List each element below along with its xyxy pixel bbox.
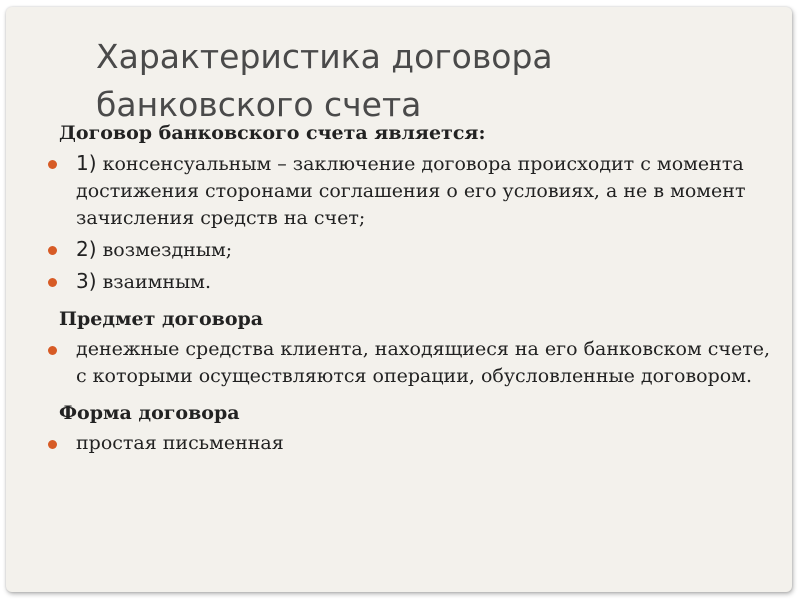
item-text: денежные средства клиента, находящиеся на его банковском счете, с которыми осуществляются операции, обусловленные договором. [76, 338, 771, 387]
bullet-icon [48, 440, 57, 449]
item-number: 1) [76, 151, 97, 175]
section-heading: Договор банковского счета является: [59, 122, 486, 144]
list-item [46, 236, 776, 264]
list-item [46, 150, 776, 232]
slide-title: Характеристика договора банковского счета [96, 37, 553, 124]
slide [6, 7, 792, 592]
bullet-icon [48, 278, 57, 287]
section-heading: Предмет договора [59, 308, 264, 330]
item-text: возмездным; [96, 239, 233, 261]
list-item [46, 268, 776, 296]
item-text: простая письменная [76, 432, 284, 454]
item-text: взаимным. [96, 271, 212, 293]
section-heading: Форма договора [59, 402, 240, 424]
list-item [46, 430, 776, 457]
bullet-icon [48, 246, 57, 255]
bullet-icon [48, 160, 57, 169]
slide-content [46, 120, 776, 457]
item-number: 3) [76, 269, 97, 293]
item-number: 2) [76, 237, 97, 261]
list-item [46, 336, 776, 390]
bullet-icon [48, 346, 57, 355]
item-text: консенсуальным – заключение договора происходит с момента достижения сторонами соглашения о его условиях, а не в момент зачисления средств на счет; [76, 153, 746, 229]
